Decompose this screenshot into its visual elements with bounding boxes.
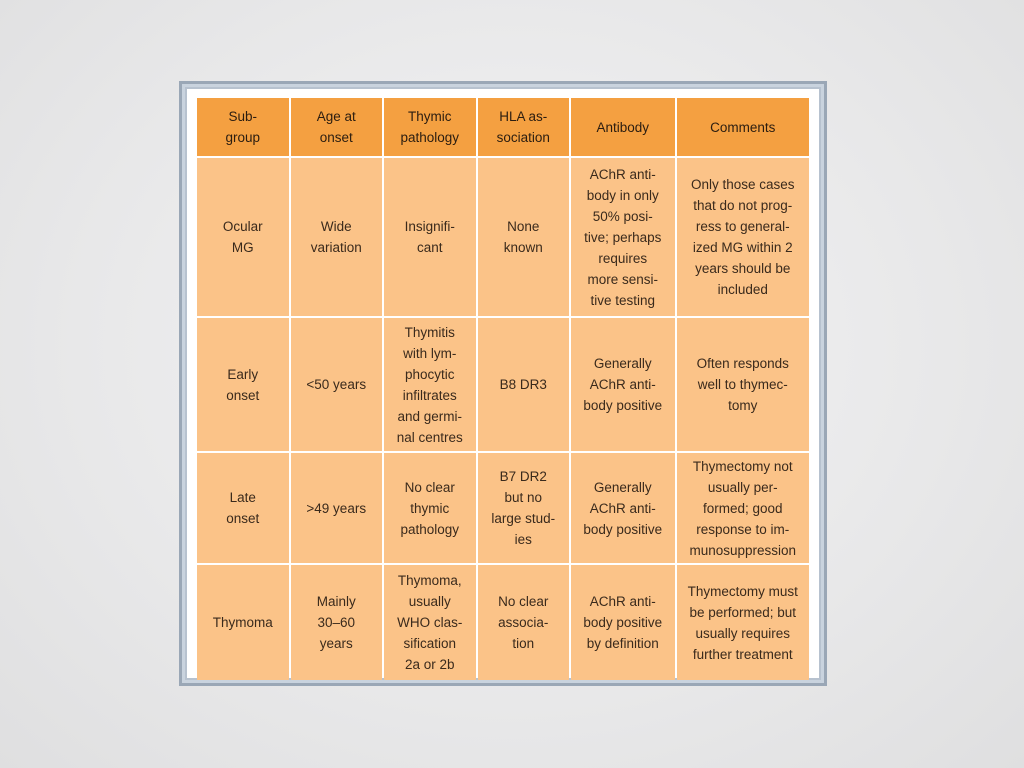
table-row — [197, 453, 809, 563]
table-cell: Early onset — [197, 318, 289, 451]
header-thymic-pathology: Thymic pathology — [384, 98, 476, 156]
table-cell: Wide variation — [291, 158, 383, 316]
table-cell: Thymectomy must be performed; but usually requires further treatment — [677, 565, 809, 680]
table-cell: Thymoma, usually WHO clas- sification 2a or 2b — [384, 565, 476, 680]
table-cell: Generally AChR anti- body positive — [571, 318, 675, 451]
header-row — [197, 98, 809, 156]
table-cell: Only those cases that do not prog- ress to general- ized MG within 2 years should be included — [677, 158, 809, 316]
table-cell: Thymoma — [197, 565, 289, 680]
table-cell: <50 years — [291, 318, 383, 451]
table-cell: Mainly 30–60 years — [291, 565, 383, 680]
table-inner-frame — [185, 87, 821, 680]
header-subgroup: Sub- group — [197, 98, 289, 156]
header-antibody: Antibody — [571, 98, 675, 156]
table-row — [197, 565, 809, 680]
myasthenia-subgroup-table — [195, 96, 811, 682]
table-cell: B7 DR2 but no large stud- ies — [478, 453, 570, 563]
header-comments: Comments — [677, 98, 809, 156]
table-cell: AChR anti- body in only 50% posi- tive; perhaps requires more sensi- tive testing — [571, 158, 675, 316]
table-cell: Thymectomy not usually per- formed; good response to im- munosuppression — [677, 453, 809, 563]
table-cell: >49 years — [291, 453, 383, 563]
table-row — [197, 318, 809, 451]
table-cell: AChR anti- body positive by definition — [571, 565, 675, 680]
header-hla-association: HLA as- sociation — [478, 98, 570, 156]
table-cell: None known — [478, 158, 570, 316]
table-row — [197, 158, 809, 316]
table-cell: Thymitis with lym- phocytic infiltrates and germi- nal centres — [384, 318, 476, 451]
table-cell: Late onset — [197, 453, 289, 563]
table-cell: Generally AChR anti- body positive — [571, 453, 675, 563]
table-cell: No clear thymic pathology — [384, 453, 476, 563]
table-cell: Ocular MG — [197, 158, 289, 316]
header-age-at-onset: Age at onset — [291, 98, 383, 156]
table-frame — [179, 81, 827, 686]
table-cell: No clear associa- tion — [478, 565, 570, 680]
table-cell: B8 DR3 — [478, 318, 570, 451]
table-cell: Insignifi- cant — [384, 158, 476, 316]
table-cell: Often responds well to thymec- tomy — [677, 318, 809, 451]
